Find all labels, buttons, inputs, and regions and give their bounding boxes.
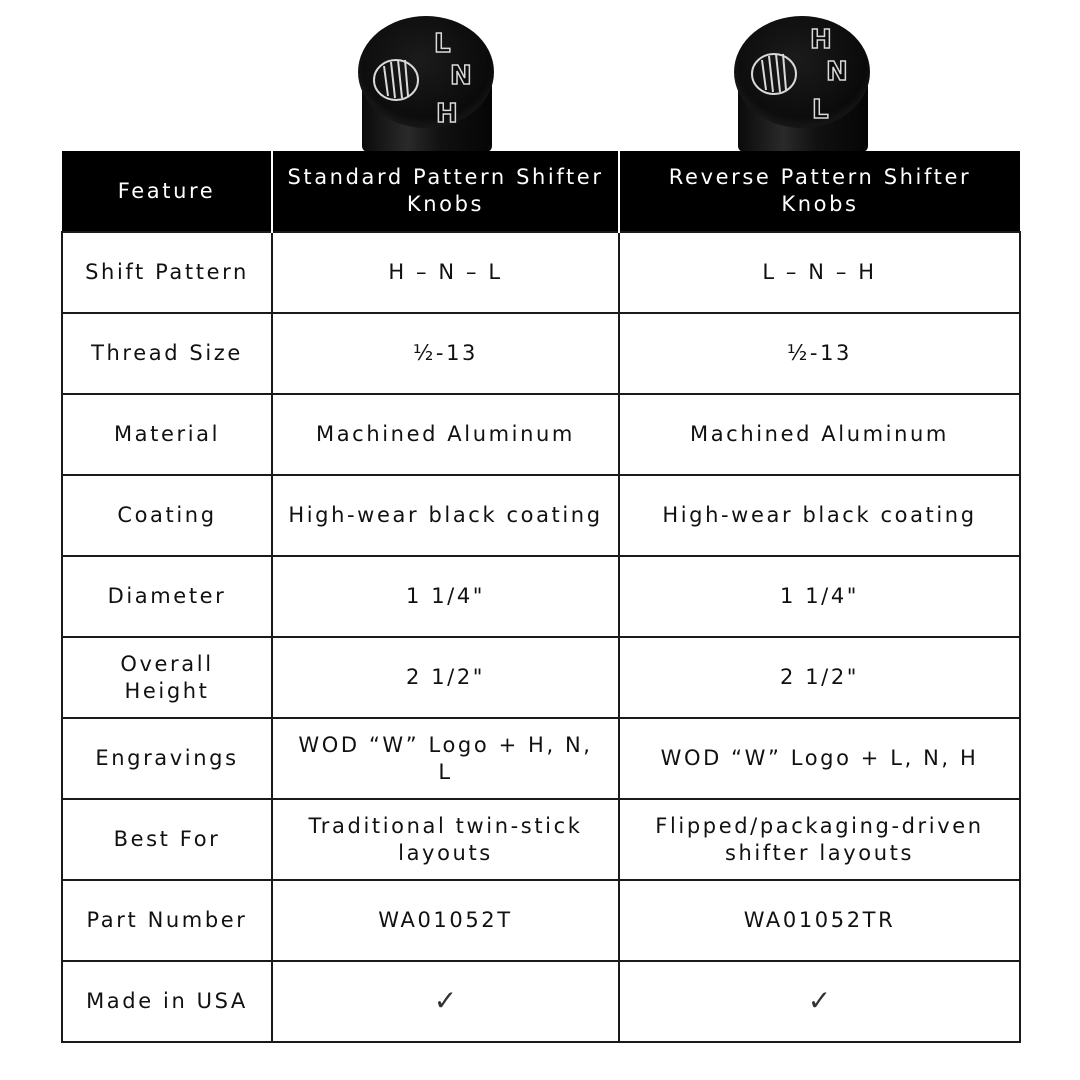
header-standard: Standard Pattern Shifter Knobs [272, 151, 619, 232]
engraving-letters [730, 0, 880, 152]
feature-cell: Diameter [62, 556, 272, 637]
header-reverse: Reverse Pattern Shifter Knobs [619, 151, 1020, 232]
standard-cell [272, 961, 619, 1042]
feature-cell: Engravings [62, 718, 272, 799]
standard-pattern-knob-image [354, 0, 504, 152]
standard-cell: Machined Aluminum [272, 394, 619, 475]
reverse-cell: WOD “W” Logo + L, N, H [619, 718, 1020, 799]
feature-cell: Made in USA [62, 961, 272, 1042]
feature-cell: Material [62, 394, 272, 475]
standard-cell: 1 1/4" [272, 556, 619, 637]
standard-cell: 2 1/2" [272, 637, 619, 718]
table-row [62, 637, 1020, 718]
engraving-letter-1: L [434, 29, 451, 59]
table-row [62, 880, 1020, 961]
engraving-letter-1: H [810, 25, 832, 55]
reverse-cell [619, 961, 1020, 1042]
reverse-cell: 1 1/4" [619, 556, 1020, 637]
engraving-letters [354, 0, 504, 152]
standard-cell: ½-13 [272, 313, 619, 394]
reverse-cell: Machined Aluminum [619, 394, 1020, 475]
engraving-letter-3: L [812, 95, 829, 125]
feature-cell: Shift Pattern [62, 232, 272, 313]
table-row [62, 799, 1020, 880]
table-row [62, 961, 1020, 1042]
feature-cell: Thread Size [62, 313, 272, 394]
engraving-letter-2: N [826, 57, 848, 87]
reverse-cell: L – N – H [619, 232, 1020, 313]
feature-cell: Part Number [62, 880, 272, 961]
header-row [62, 151, 1020, 232]
feature-cell: Best For [62, 799, 272, 880]
standard-cell: High-wear black coating [272, 475, 619, 556]
reverse-cell: ½-13 [619, 313, 1020, 394]
comparison-table [61, 151, 1021, 1043]
engraving-letter-3: H [436, 99, 458, 129]
standard-cell: Traditional twin-stick layouts [272, 799, 619, 880]
standard-cell: WOD “W” Logo + H, N, L [272, 718, 619, 799]
feature-cell: Coating [62, 475, 272, 556]
reverse-cell: Flipped/packaging-driven shifter layouts [619, 799, 1020, 880]
reverse-cell: WA01052TR [619, 880, 1020, 961]
header-feature: Feature [62, 151, 272, 232]
feature-cell: Overall Height [62, 637, 272, 718]
table-row [62, 718, 1020, 799]
table-row [62, 394, 1020, 475]
reverse-cell: High-wear black coating [619, 475, 1020, 556]
table-row [62, 556, 1020, 637]
checkmark-icon: ✓ [433, 983, 458, 1017]
standard-cell: WA01052T [272, 880, 619, 961]
table-row [62, 313, 1020, 394]
standard-cell: H – N – L [272, 232, 619, 313]
table-row [62, 232, 1020, 313]
reverse-pattern-knob-image [730, 0, 880, 152]
checkmark-icon: ✓ [807, 983, 832, 1017]
engraving-letter-2: N [450, 61, 472, 91]
reverse-cell: 2 1/2" [619, 637, 1020, 718]
table-row [62, 475, 1020, 556]
